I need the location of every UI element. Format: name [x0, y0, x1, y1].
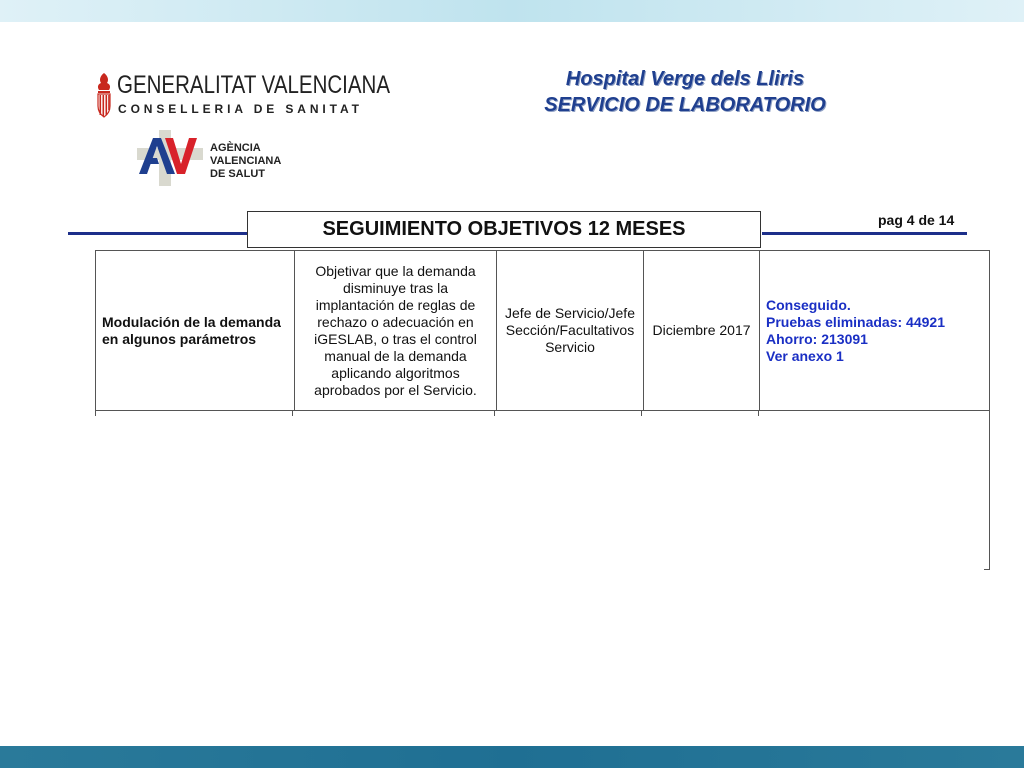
deadline-text: Diciembre 2017: [652, 322, 751, 338]
responsible-cell: [496, 251, 643, 410]
status-line-achieved: Conseguido.: [766, 296, 851, 313]
status-cell: [759, 251, 989, 410]
table-border-extension: [95, 410, 96, 416]
agencia-valenciana-salut-logo-icon: [137, 130, 203, 186]
table-border-extension: [641, 410, 642, 416]
description-text: Objetivar que la demanda disminuye tras la implantación de reglas de rechazo o adecuación en iGESLAB, o tras el control manual de la demanda aplicando algoritmos aprobados por el Servicio.: [314, 262, 477, 398]
description-cell: [294, 251, 496, 410]
objective-cell: [96, 251, 294, 410]
status-line-removed-tests: Pruebas eliminadas: 44921: [766, 313, 945, 330]
org-name-line2: CONSELLERIA DE SANITAT: [118, 102, 363, 116]
table-border-extension: [758, 410, 759, 416]
hospital-name: Hospital Verge dels Lliris: [565, 68, 805, 90]
title-rule-right: [762, 232, 967, 235]
title-rule-left: [68, 232, 248, 235]
page-title: SEGUIMIENTO OBJETIVOS 12 MESES: [247, 211, 761, 248]
deadline-cell: [643, 251, 759, 410]
responsible-text: Jefe de Servicio/Jefe Sección/Facultativos Servicio: [505, 305, 635, 355]
status-line-annex: Ver anexo 1: [766, 347, 844, 364]
agency-name: [210, 142, 281, 181]
table-border-extension: [292, 410, 293, 416]
table-border-extension: [494, 410, 495, 416]
table-border-extension: [989, 410, 990, 570]
generalitat-logo: [95, 70, 391, 120]
org-name-line1: GENERALITAT VALENCIANA: [117, 71, 391, 99]
top-decorative-band: [0, 0, 1024, 22]
service-name: SERVICIO DE LABORATORIO: [544, 94, 826, 116]
bottom-decorative-band: [0, 746, 1024, 768]
table-border-extension: [984, 569, 990, 570]
agencia-logo: [137, 130, 297, 190]
objective-text: Modulación de la demanda en algunos parámetros: [102, 313, 281, 347]
agency-name-line1: AGÈNCIA: [210, 142, 261, 154]
agency-name-line3: DE SALUT: [210, 168, 265, 180]
status-line-savings: Ahorro: 213091: [766, 330, 868, 347]
page-indicator: pag 4 de 14: [878, 212, 955, 228]
agency-name-line2: VALENCIANA: [210, 155, 282, 167]
table-row: [95, 250, 990, 411]
generalitat-shield-icon: [95, 72, 113, 118]
hospital-header: [520, 66, 850, 118]
